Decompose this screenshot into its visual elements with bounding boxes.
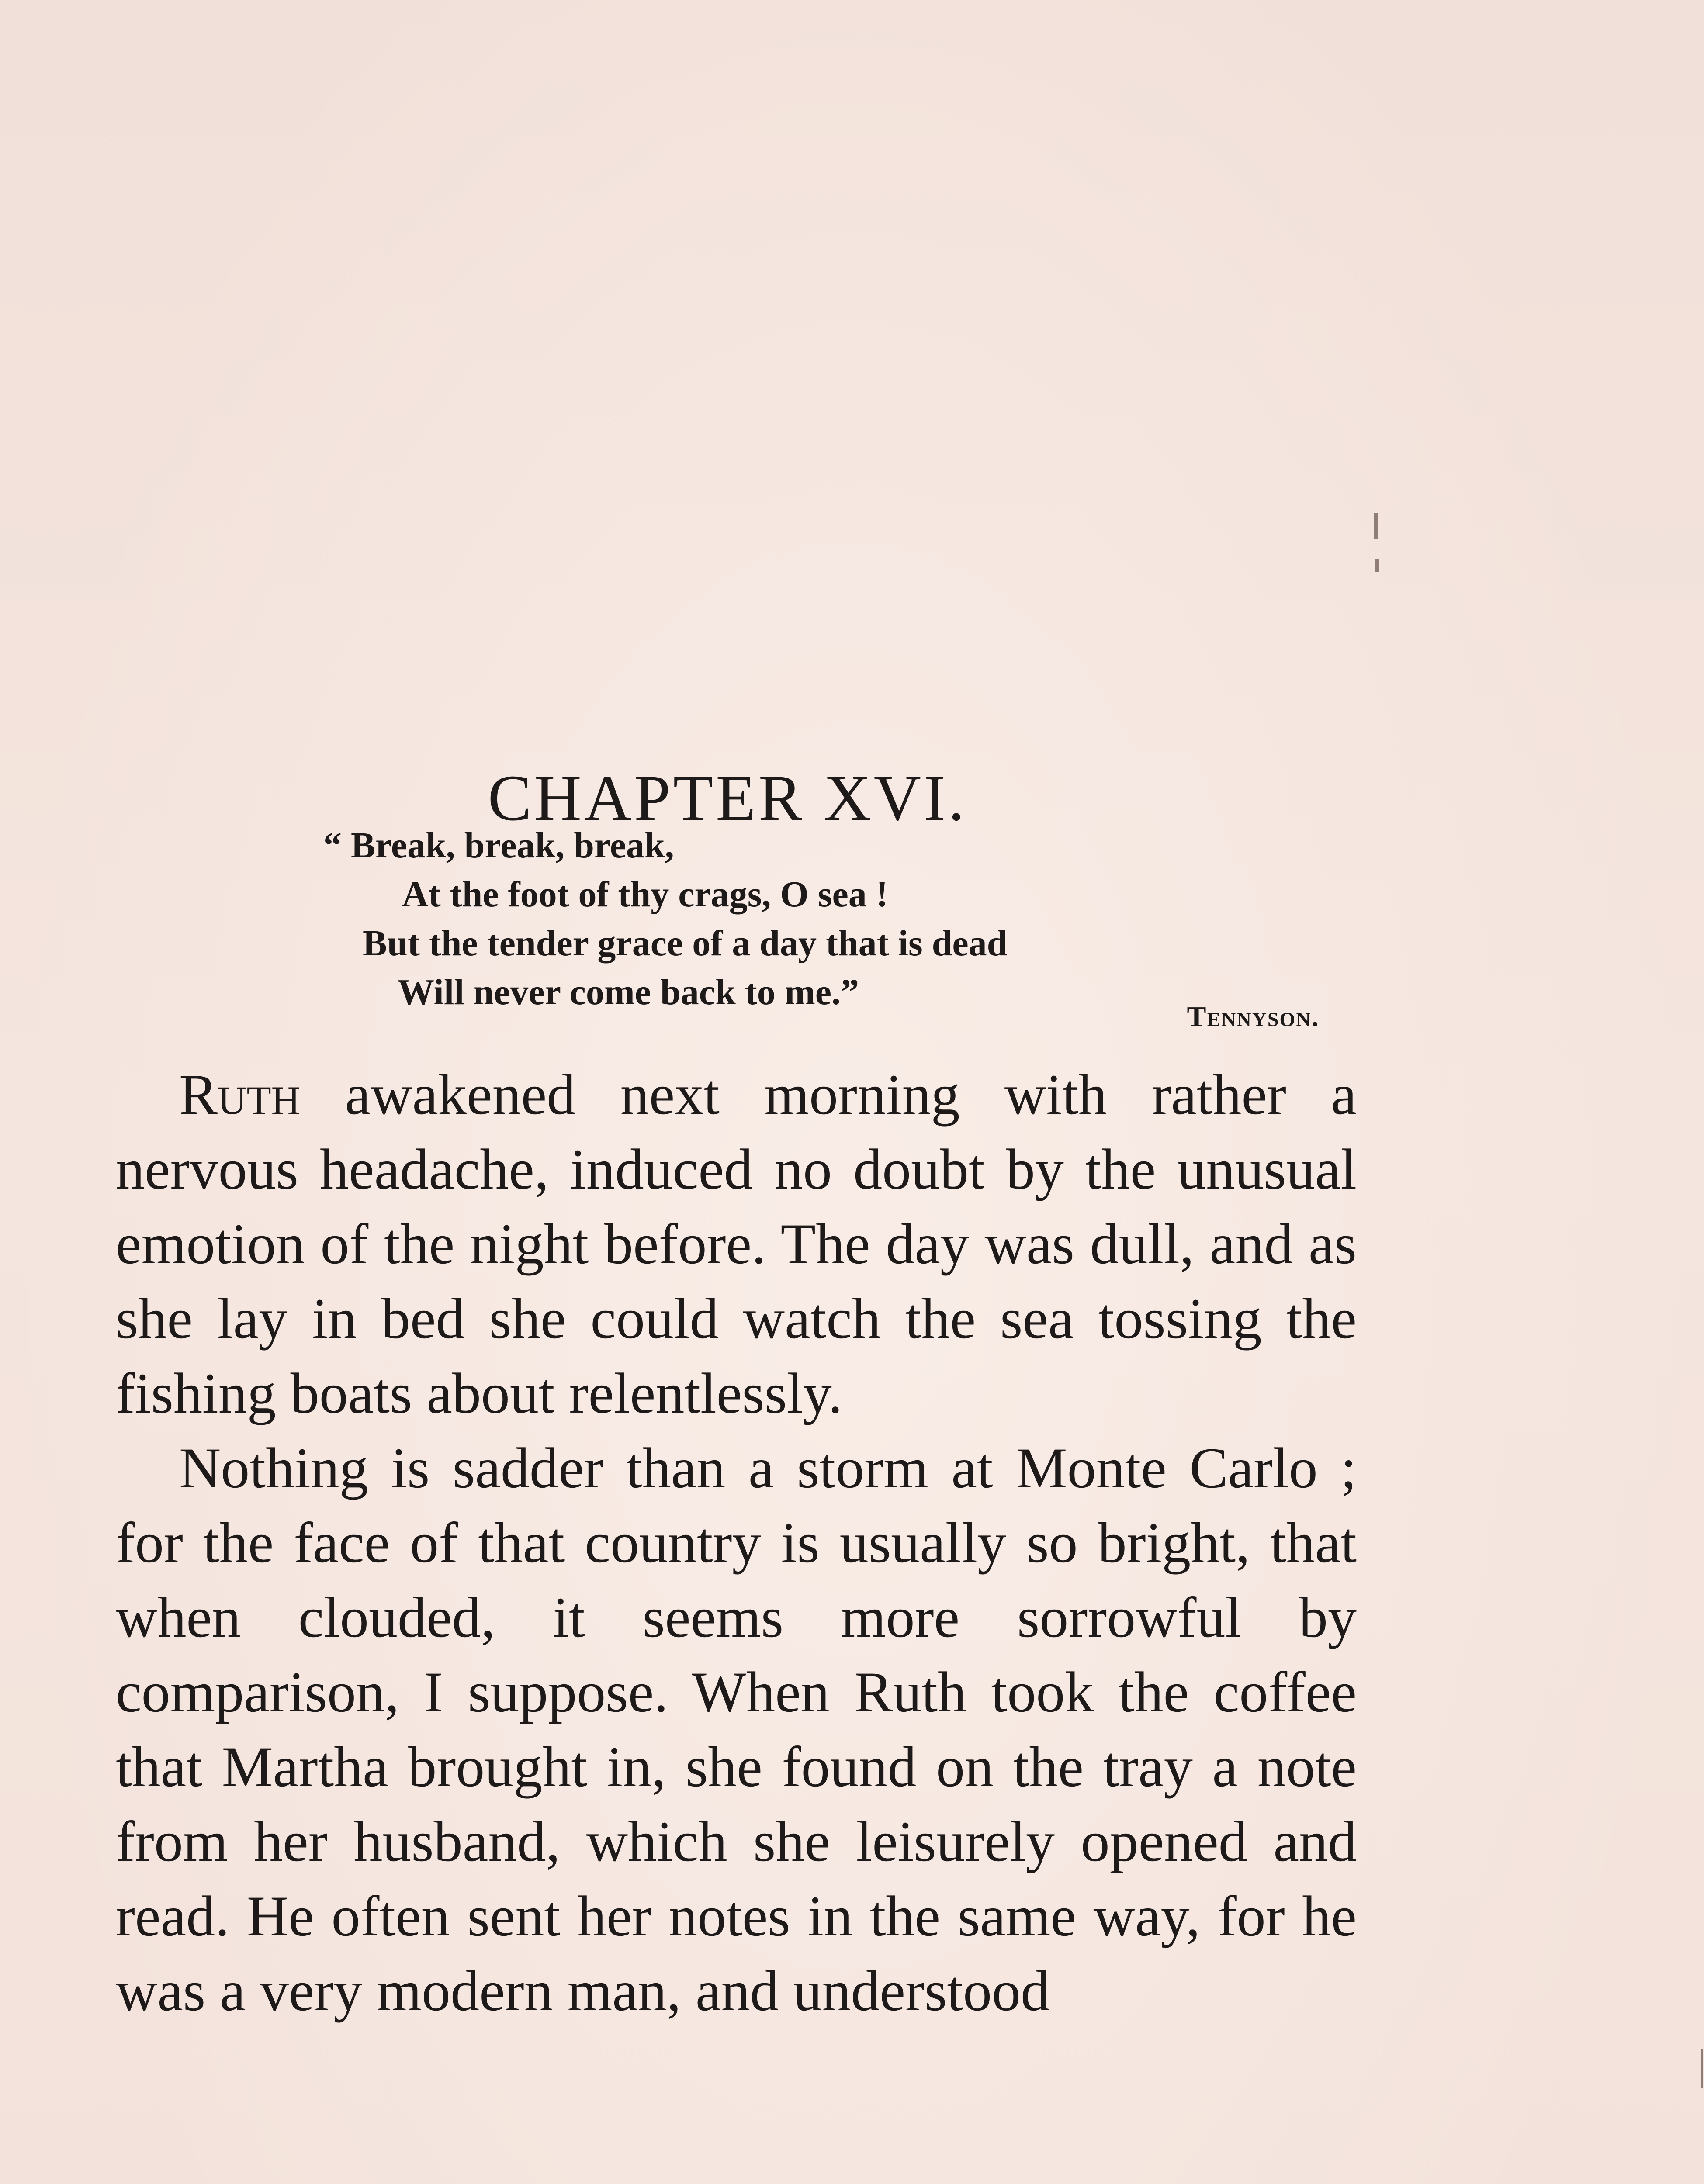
paragraph-text: awakened next morning with rather a nervous headache, induced no doubt by the unusual emotion of the night before. The day was dull, and as she lay in bed she could watch the sea tossing the fishing boats about relentlessly. <box>116 1062 1357 1425</box>
paragraph <box>116 1057 1357 1431</box>
page-edge-mark <box>1375 559 1379 572</box>
epigraph-line: “ Break, break, break, <box>323 825 674 866</box>
page-edge-mark <box>1701 2049 1703 2088</box>
epigraph-line: Will never come back to me.” <box>398 972 859 1013</box>
epigraph <box>323 821 1328 1017</box>
chapter-title: CHAPTER XVI. <box>488 761 967 834</box>
chapter-body <box>116 1057 1357 2028</box>
epigraph-attribution: Tennyson. <box>1187 1001 1320 1033</box>
epigraph-line: But the tender grace of a day that is dead <box>363 923 1008 964</box>
paragraph-lead-word: Ruth <box>179 1062 301 1127</box>
paragraph: Nothing is sadder than a storm at Monte Carlo ; for the face of that country is usually so bright, that when clouded, it seems more sorrowful by comparison, I suppose. When Ruth took the coffee that Martha brought in, she found on the tray a note from her husband, which she leisurely opened and read. He often sent her notes in the same way, for he was a very modern man, and understood <box>116 1436 1357 2023</box>
epigraph-line: At the foot of thy crags, O sea ! <box>402 874 888 915</box>
page-edge-mark <box>1374 513 1378 539</box>
